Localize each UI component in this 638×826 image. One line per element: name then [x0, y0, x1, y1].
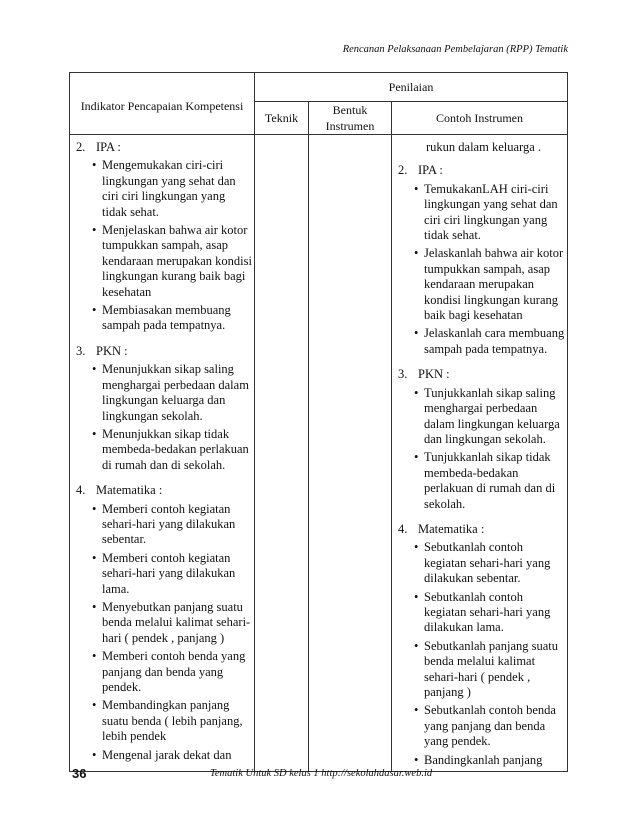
contoh-section-number: 4. — [398, 521, 408, 536]
indikator-section-title — [76, 344, 252, 359]
indikator-section-title — [76, 140, 252, 155]
indikator-list-item: • Memberi contoh kegiatan sehari-hari yang dilakukan sebentar. — [92, 502, 252, 548]
indikator-section-title — [76, 483, 252, 498]
contoh-section-label: PKN : — [418, 367, 450, 382]
page-number: 36 — [72, 766, 87, 781]
contoh-list-item: • Sebutkanlah panjang suatu benda melalui kalimat sehari-hari ( pendek , panjang ) — [414, 639, 565, 701]
assessment-table — [69, 72, 568, 772]
indikator-bullet-list — [76, 502, 252, 764]
contoh-list-item: • Jelaskanlah bahwa air kotor tumpukkan sampah, asap kendaraan merupakan kondisi lingkungan kurang baik bagi kesehatan — [414, 246, 565, 323]
indikator-bullet-list — [76, 158, 252, 333]
contoh-list-item: • Tunjukkanlah sikap tidak membeda-bedakan perlakuan di rumah dan di sekolah. — [414, 450, 565, 512]
running-header: Rencanan Pelaksanaan Pembelajaran (RPP) Tematik — [342, 44, 568, 55]
indikator-section-number: 3. — [76, 343, 86, 358]
indikator-list-item: • Menyebutkan panjang suatu benda melalui kalimat sehari-hari ( pendek , panjang ) — [92, 600, 252, 646]
indikator-list-item: • Mengenal jarak dekat dan — [92, 748, 252, 763]
contoh-list-item: • Tunjukkanlah sikap saling menghargai perbedaan dalam lingkungan keluarga dan lingkungan sekolah. — [414, 386, 565, 448]
indikator-list-item: • Mengemukakan ciri-ciri lingkungan yang sehat dan ciri ciri lingkungan yang tidak sehat. — [92, 158, 252, 220]
contoh-bullet-list — [398, 386, 565, 512]
contoh-bullet-list — [398, 540, 565, 768]
contoh-list-item: • Bandingkanlah panjang — [414, 753, 565, 768]
indikator-bullet-list — [76, 362, 252, 473]
contoh-section-number: 2. — [398, 163, 408, 178]
contoh-cell — [392, 135, 568, 772]
contoh-bullet-list — [398, 182, 565, 357]
bentuk-cell — [309, 135, 392, 772]
indikator-list-item: • Memberi contoh kegiatan sehari-hari yang dilakukan lama. — [92, 551, 252, 597]
teknik-cell — [255, 135, 309, 772]
contoh-list-item: • Sebutkanlah contoh benda yang panjang dan benda yang pendek. — [414, 703, 565, 749]
header-bentuk-instrumen: Bentuk Instrumen — [309, 102, 392, 135]
contoh-list-item: • Jelaskanlah cara membuang sampah pada tempatnya. — [414, 326, 565, 357]
indikator-list-item: • Menunjukkan sikap saling menghargai perbedaan dalam lingkungan keluarga dan lingkungan sekolah. — [92, 362, 252, 424]
indikator-list-item: • Membandingkan panjang suatu benda ( lebih panjang, lebih pendek — [92, 698, 252, 744]
contoh-section-label: Matematika : — [418, 521, 485, 536]
contoh-continuation-line: rukun dalam keluarga . — [426, 140, 542, 154]
indikator-cell — [70, 135, 255, 772]
contoh-section-label: IPA : — [418, 163, 443, 178]
contoh-section-title — [398, 367, 565, 382]
header-teknik: Teknik — [255, 102, 309, 135]
indikator-section-label: IPA : — [96, 140, 121, 154]
indikator-section-label: PKN : — [96, 343, 128, 358]
header-indikator: Indikator Pencapaian Kompetensi — [70, 73, 255, 135]
contoh-list-item: • TemukakanLAH ciri-ciri lingkungan yang sehat dan ciri ciri lingkungan yang tidak sehat. — [414, 182, 565, 244]
indikator-list-item: • Menunjukkan sikap tidak membeda-bedakan perlakuan di rumah dan di sekolah. — [92, 427, 252, 473]
indikator-section-number: 4. — [76, 483, 86, 498]
contoh-section-number: 3. — [398, 367, 408, 382]
contoh-section-title — [398, 163, 565, 178]
contoh-list-item: • Sebutkanlah contoh kegiatan sehari-hari yang dilakukan lama. — [414, 590, 565, 636]
indikator-section-number: 2. — [76, 140, 86, 154]
indikator-section-label: Matematika : — [96, 483, 163, 498]
contoh-list-item: • Sebutkanlah contoh kegiatan sehari-hari yang dilakukan sebentar. — [414, 540, 565, 586]
indikator-list-item: • Membiasakan membuang sampah pada tempatnya. — [92, 303, 252, 334]
header-contoh-instrumen: Contoh Instrumen — [392, 102, 568, 135]
contoh-section-title — [398, 522, 565, 537]
indikator-list-item: • Menjelaskan bahwa air kotor tumpukkan sampah, asap kendaraan merupakan kondisi lingkungan kurang baik bagi kesehatan — [92, 223, 252, 300]
indikator-list-item: • Memberi contoh benda yang panjang dan benda yang pendek. — [92, 649, 252, 695]
footer-text: Tematik Untuk SD kelas 1 http://sekolahdasar.web.id — [210, 768, 433, 779]
header-penilaian: Penilaian — [255, 73, 568, 102]
